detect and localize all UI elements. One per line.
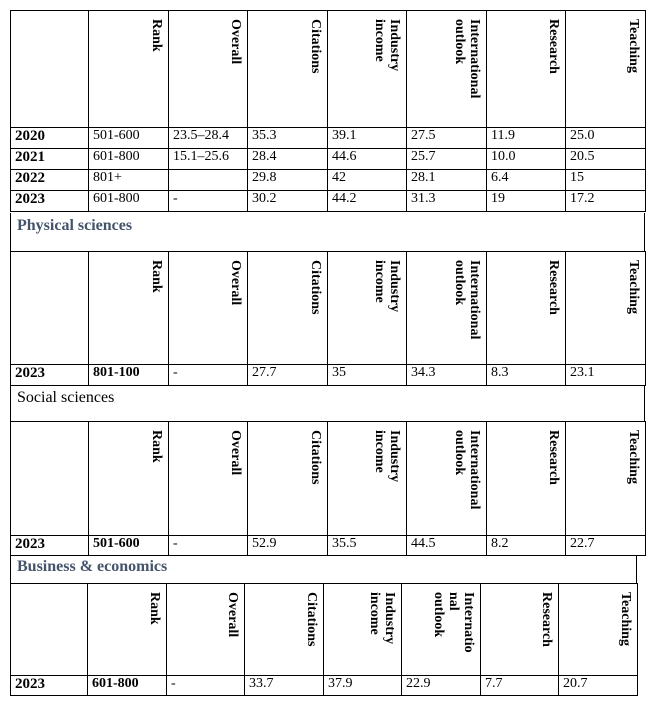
header-label: Research (546, 430, 561, 485)
table-row (11, 128, 646, 149)
year-cell: 2020 (11, 128, 89, 149)
header-industry-income (324, 584, 402, 676)
table-header-row (11, 422, 646, 536)
header-citations (248, 252, 328, 365)
header-label: Research (546, 260, 561, 315)
header-teaching (566, 11, 646, 128)
table-header-row (11, 11, 646, 128)
international-outlook-cell: 34.3 (407, 365, 487, 386)
header-international-outlook (407, 252, 487, 365)
rank-cell: 601-800 (89, 191, 169, 212)
table-physical-sciences (10, 251, 646, 386)
citations-cell: 35.3 (248, 128, 328, 149)
header-label: Overall (225, 592, 240, 638)
rank-cell: 801-100 (89, 365, 169, 386)
research-cell: 19 (487, 191, 566, 212)
table-row (11, 536, 646, 556)
header-blank (11, 11, 89, 128)
table-social-sciences (10, 421, 646, 556)
international-outlook-cell: 44.5 (407, 536, 487, 556)
header-rank (89, 11, 169, 128)
research-cell: 8.2 (487, 536, 566, 556)
table-row (11, 191, 646, 212)
teaching-cell: 22.7 (566, 536, 646, 556)
header-label: Teaching (618, 592, 633, 646)
citations-cell: 29.8 (248, 170, 328, 191)
header-label: Industry income (372, 19, 402, 72)
table-row (11, 170, 646, 191)
header-label: International outlook (452, 260, 482, 340)
citations-cell: 27.7 (248, 365, 328, 386)
header-research (487, 422, 566, 536)
year-cell: 2023 (11, 365, 89, 386)
header-industry-income (328, 11, 407, 128)
section-title-social-sciences (10, 385, 645, 421)
header-label: Research (546, 19, 561, 74)
section-title-text: Business & economics (17, 558, 168, 575)
header-label: Overall (228, 430, 243, 476)
citations-cell: 28.4 (248, 149, 328, 170)
header-rank (89, 252, 169, 365)
citations-cell: 33.7 (245, 676, 324, 696)
industry-income-cell: 44.6 (328, 149, 407, 170)
table-row (11, 676, 638, 696)
table-header-row (11, 252, 646, 365)
rank-cell: 601-800 (89, 149, 169, 170)
teaching-cell: 25.0 (566, 128, 646, 149)
table-row (11, 149, 646, 170)
international-outlook-cell: 25.7 (407, 149, 487, 170)
header-overall (169, 252, 248, 365)
rank-cell: 801+ (89, 170, 169, 191)
overall-cell: - (169, 365, 248, 386)
teaching-cell: 23.1 (566, 365, 646, 386)
header-label: Citations (308, 430, 323, 485)
overall-cell (169, 170, 248, 191)
international-outlook-cell: 28.1 (407, 170, 487, 191)
header-label: Overall (228, 260, 243, 306)
header-label: Rank (149, 260, 164, 293)
international-outlook-cell: 22.9 (402, 676, 481, 696)
header-rank (89, 422, 169, 536)
header-international-outlook (407, 422, 487, 536)
section-title-physical-sciences (10, 213, 645, 251)
header-overall (169, 422, 248, 536)
header-rank (88, 584, 167, 676)
research-cell: 11.9 (487, 128, 566, 149)
header-label: Rank (149, 430, 164, 463)
table-overall (10, 10, 646, 212)
international-outlook-cell: 27.5 (407, 128, 487, 149)
header-overall (169, 11, 248, 128)
header-blank (11, 252, 89, 365)
header-label: International outlook (452, 430, 482, 510)
header-label: Citations (304, 592, 319, 647)
year-cell: 2023 (11, 676, 88, 696)
header-label: Research (539, 592, 554, 647)
header-citations (245, 584, 324, 676)
table-row (11, 365, 646, 386)
section-title-text: Social sciences (17, 389, 115, 406)
teaching-cell: 20.7 (559, 676, 638, 696)
header-research (481, 584, 559, 676)
research-cell: 8.3 (487, 365, 566, 386)
section-title-business-economics (10, 555, 637, 583)
year-cell: 2021 (11, 149, 89, 170)
header-international-outlook (407, 11, 487, 128)
header-blank (11, 422, 89, 536)
year-cell: 2023 (11, 536, 89, 556)
overall-cell: 15.1–25.6 (169, 149, 248, 170)
header-label: Teaching (626, 260, 641, 314)
rank-cell: 601-800 (88, 676, 167, 696)
overall-cell: - (169, 191, 248, 212)
rank-cell: 501-600 (89, 536, 169, 556)
research-cell: 7.7 (481, 676, 559, 696)
year-cell: 2023 (11, 191, 89, 212)
header-label: Industry income (372, 260, 402, 313)
rank-cell: 501-600 (89, 128, 169, 149)
header-label: Industry income (367, 592, 397, 645)
international-outlook-cell: 31.3 (407, 191, 487, 212)
overall-cell: 23.5–28.4 (169, 128, 248, 149)
overall-cell: - (169, 536, 248, 556)
citations-cell: 30.2 (248, 191, 328, 212)
overall-cell: - (167, 676, 245, 696)
citations-cell: 52.9 (248, 536, 328, 556)
header-overall (167, 584, 245, 676)
header-label: Internatio nal outlook (431, 592, 476, 653)
header-teaching (566, 422, 646, 536)
header-label: Rank (147, 592, 162, 625)
header-label: Teaching (626, 19, 641, 73)
industry-income-cell: 39.1 (328, 128, 407, 149)
header-citations (248, 11, 328, 128)
header-label: Citations (308, 19, 323, 74)
header-research (487, 252, 566, 365)
teaching-cell: 15 (566, 170, 646, 191)
header-label: Teaching (626, 430, 641, 484)
table-business-economics (10, 583, 638, 696)
header-research (487, 11, 566, 128)
header-label: Rank (149, 19, 164, 52)
industry-income-cell: 37.9 (324, 676, 402, 696)
header-industry-income (328, 252, 407, 365)
research-cell: 6.4 (487, 170, 566, 191)
teaching-cell: 20.5 (566, 149, 646, 170)
industry-income-cell: 35 (328, 365, 407, 386)
header-label: Citations (308, 260, 323, 315)
section-title-text: Physical sciences (17, 217, 133, 234)
teaching-cell: 17.2 (566, 191, 646, 212)
industry-income-cell: 35.5 (328, 536, 407, 556)
header-international-outlook (402, 584, 481, 676)
header-teaching (559, 584, 638, 676)
header-label: Overall (228, 19, 243, 65)
research-cell: 10.0 (487, 149, 566, 170)
table-header-row (11, 584, 638, 676)
header-industry-income (328, 422, 407, 536)
header-teaching (566, 252, 646, 365)
header-blank (11, 584, 88, 676)
header-citations (248, 422, 328, 536)
header-label: Industry income (372, 430, 402, 483)
header-label: International outlook (452, 19, 482, 99)
industry-income-cell: 44.2 (328, 191, 407, 212)
industry-income-cell: 42 (328, 170, 407, 191)
year-cell: 2022 (11, 170, 89, 191)
